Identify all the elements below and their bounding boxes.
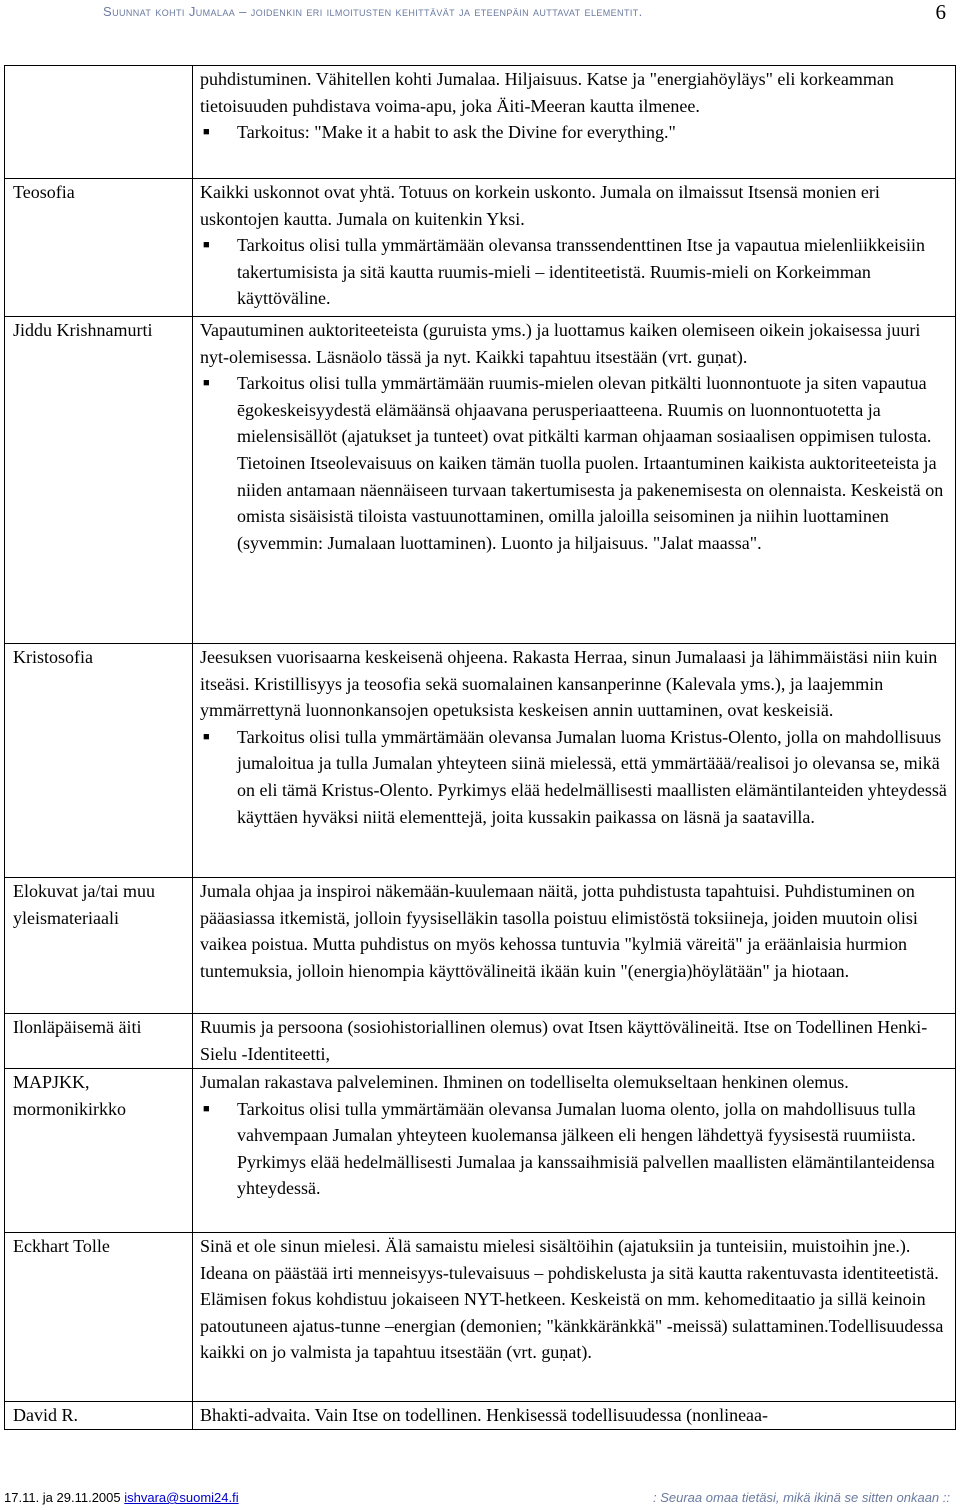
source-label: David R. bbox=[13, 1405, 78, 1425]
description-cell bbox=[193, 1233, 956, 1402]
source-label: Jiddu Krishnamurti bbox=[13, 320, 153, 340]
description-cell bbox=[193, 878, 956, 1014]
source-label: MAPJKK, mormonikirkko bbox=[13, 1072, 126, 1119]
source-label-cell bbox=[5, 66, 193, 179]
footer-dates: 17.11. ja 29.11.2005 bbox=[4, 1490, 121, 1505]
paragraph: Jumala ohjaa ja inspiroi näkemään-kuulemaan näitä, jotta puhdistusta tapahtuisi. Puhdistuminen on pääasiassa itkemistä, jolloin fyysiselläkin tasolla poistuu elimistöstä toksiineja, joiden muutoin olisi vaikea poistua. Mutta puhdistus on myös kehossa tuntuvia "kylmiä väreitä" ja eräänlaisia hurmion tuntemuksia, jolloin hienompia käyttövälineitä ikään kuin "(energia)höylätään" ja hiotaan. bbox=[200, 881, 918, 981]
table-row bbox=[5, 878, 956, 1014]
paragraph: Jeesuksen vuorisaarna keskeisenä ohjeena. Rakasta Herraa, sinun Jumalaasi ja lähimmäistäsi niin kuin itseäsi. Kristillisyys ja teosofia sekä suomalainen kansanperinne (Kalevala yms.), ja laajemmin ymmärrettynä luonnonkansojen opetuksista keskeisen annin uuttaminen, ovat keskeisiä. bbox=[200, 647, 938, 721]
description-cell bbox=[193, 66, 956, 179]
footer-email-link[interactable]: ishvara@suomi24.fi bbox=[124, 1490, 239, 1505]
purpose-bullet bbox=[200, 232, 951, 312]
bullet-text: Tarkoitus olisi tulla ymmärtämään ruumis-mielen olevan pitkälti luonnontuote ja siten vapautua ēgokeskeisyydestä elämäänsä ohjaavana perusperiaatteena. Ruumis on luonnontuotetta ja mielensisällöt (ajatukset ja tunteet) ovat pitkälti karman ohjaaman sosiaalisen oppimisen tulosta. Tietoinen Itseolevaisuus on kaiken tämän tuolla puolen. Irtaantuminen kaikista auktoriteeteista ja niiden antamaan näennäiseen turvaan takertumisesta ja pakenemisesta on olennaista. Keskeistä on omista sisäisistä tiloista vastuunottaminen, omilla jaloilla seisominen ja niihin luottaminen (syvemmin: Jumalaan luottaminen). Luonto ja hiljaisuus. "Jalat maassa". bbox=[237, 373, 944, 553]
source-label-cell bbox=[5, 1402, 193, 1430]
source-label-cell bbox=[5, 1014, 193, 1069]
page-header bbox=[0, 0, 960, 38]
bullet-text: Tarkoitus olisi tulla ymmärtämään olevansa transsendenttinen Itse ja vapautua mielenliikkeisiin takertumisista ja sitä kautta ruumis-mieli – identiteetistä. Ruumis-mieli on Korkeimman käyttöväline. bbox=[237, 235, 926, 309]
source-label-cell bbox=[5, 1233, 193, 1402]
bullet-text: Tarkoitus: "Make it a habit to ask the Divine for everything." bbox=[237, 122, 676, 143]
source-label: Elokuvat ja/tai muu yleismateriaali bbox=[13, 881, 155, 928]
description-cell bbox=[193, 644, 956, 878]
square-bullet-icon: ■ bbox=[203, 730, 210, 743]
source-label: Teosofia bbox=[13, 182, 75, 202]
table-row bbox=[5, 317, 956, 644]
source-label-cell bbox=[5, 1069, 193, 1233]
footer-left bbox=[4, 1490, 239, 1505]
paragraph: Sinä et ole sinun mielesi. Älä samaistu mielesi sisältöihin (ajatuksiin ja tunteisiin, muistoihin jne.). Ideana on päästää irti menneisyys-tulevaisuus – pohdiskelusta ja sitä kautta rakentuvasta identiteetistä. Elämisen fokus kohdistuu jokaiseen NYT-hetkeen. Keskeistä on mm. kehomeditaatio ja sillä keinoin patoutuneen ajatus-tunne –energian (demonien; "känkkäränkkä" -meissä) sulattaminen.Todellisuudessa kaikki on jo valmista ja tapahtuu itsestään (vrt. guṇat). bbox=[200, 1236, 944, 1363]
paragraph: puhdistuminen. Vähitellen kohti Jumalaa. Hiljaisuus. Katse ja "energiahöyläys" eli korkeamman tietoisuuden puhdistava voima-apu, joka Äiti-Meeran kautta ilmenee. bbox=[200, 69, 894, 116]
purpose-bullet bbox=[200, 119, 951, 146]
purpose-bullet bbox=[200, 724, 951, 830]
square-bullet-icon: ■ bbox=[203, 1102, 210, 1115]
running-title: Suunnat kohti Jumalaa – joidenkin eri ilmoitusten kehittävät ja eteenpäin auttavat elementit. bbox=[103, 4, 643, 19]
description-cell bbox=[193, 317, 956, 644]
table-row bbox=[5, 644, 956, 878]
source-label-cell bbox=[5, 878, 193, 1014]
paragraph: Ruumis ja persoona (sosiohistoriallinen olemus) ovat Itsen käyttövälineitä. Itse on Todellinen Henki-Sielu -Identiteetti, bbox=[200, 1017, 928, 1064]
source-label-cell bbox=[5, 317, 193, 644]
square-bullet-icon: ■ bbox=[203, 239, 210, 252]
paragraph: Kaikki uskonnot ovat yhtä. Totuus on korkein uskonto. Jumala on ilmaissut Itsensä monien eri uskontojen kautta. Jumala on kuitenkin Yksi. bbox=[200, 182, 880, 229]
source-label-cell bbox=[5, 644, 193, 878]
source-label: Kristosofia bbox=[13, 647, 93, 667]
bullet-text: Tarkoitus olisi tulla ymmärtämään olevansa Jumalan luoma Kristus-Olento, jolla on mahdollisuus jumaloitua ja tulla Jumalan yhteyteen siinä mielessä, että ymmärtäää/realisoi jo olevansa se, mikä on eli tämä Kristus-Olento. Pyrkimys elää hedelmällisesti maallisten elämäntilanteiden yhteydessä käyttäen hyväksi niitä elementtejä, joita kussakin paikassa on läsnä ja saatavilla. bbox=[237, 726, 947, 827]
page-number: 6 bbox=[935, 0, 946, 24]
paragraph: Bhakti-advaita. Vain Itse on todellinen. Henkisessä todellisuudessa (nonlineaa- bbox=[200, 1405, 769, 1425]
bullet-text: Tarkoitus olisi tulla ymmärtämään olevansa Jumalan luoma olento, jolla on mahdollisuus tulla vahvempaan Jumalan yhteyteen kuolemansa jälkeen eli hengen lähdettyä fyysisestä ruumiista. Pyrkimys elää hedelmällisesti Jumalaa ja kanssaihmisiä palvellen maallisten elämäntilanteidensa yhteydessä. bbox=[237, 1098, 935, 1199]
table-row bbox=[5, 1233, 956, 1402]
purpose-bullet bbox=[200, 370, 951, 556]
source-label-cell bbox=[5, 179, 193, 317]
description-cell bbox=[193, 1402, 956, 1430]
paragraph: Vapautuminen auktoriteeteista (guruista yms.) ja luottamus kaiken olemiseen oikein jokaisessa juuri nyt-olemisessa. Läsnäolo tässä ja nyt. Kaikki tapahtuu itsestään (vrt. guṇat). bbox=[200, 320, 921, 367]
purpose-bullet bbox=[200, 1096, 951, 1202]
table-row bbox=[5, 66, 956, 179]
description-cell bbox=[193, 1069, 956, 1233]
comparison-table bbox=[4, 65, 956, 1430]
square-bullet-icon: ■ bbox=[203, 377, 210, 390]
table-row bbox=[5, 1014, 956, 1069]
description-cell bbox=[193, 179, 956, 317]
source-label: Eckhart Tolle bbox=[13, 1236, 110, 1256]
table-row bbox=[5, 1402, 956, 1430]
description-cell bbox=[193, 1014, 956, 1069]
paragraph: Jumalan rakastava palveleminen. Ihminen on todelliselta olemukseltaan henkinen olemus. bbox=[200, 1072, 849, 1092]
footer-motto: : Seuraa omaa tietäsi, mikä ikinä se sitten onkaan :: bbox=[653, 1490, 950, 1505]
table-row bbox=[5, 179, 956, 317]
square-bullet-icon: ■ bbox=[203, 126, 210, 139]
source-label: Ilonläpäisemä äiti bbox=[13, 1017, 142, 1037]
table-row bbox=[5, 1069, 956, 1233]
